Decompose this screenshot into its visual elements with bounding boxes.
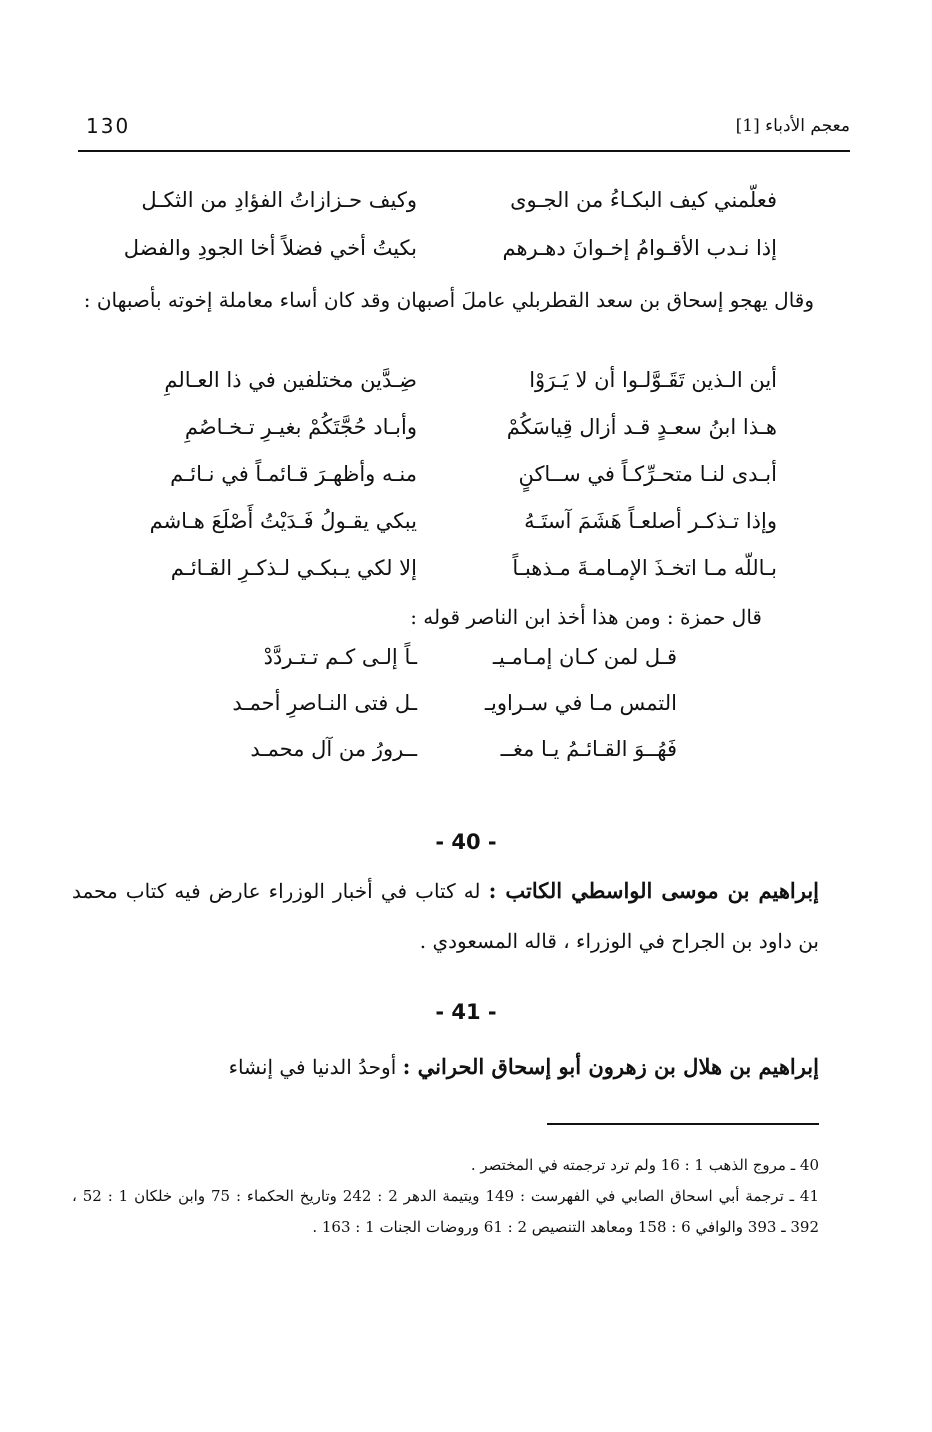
- verse-hemistich-right: بـاللّه مـا اتخـذَ الإمـامـةَ مـذهبـاً: [512, 556, 777, 580]
- verse-hemistich-right: فعلّمني كيف البكـاءُ من الجـوى: [510, 188, 777, 212]
- entry-paragraph: [72, 1042, 819, 1092]
- verse-hemistich-left: ـاً إلـى كـم تـتـردَّدْ: [263, 645, 417, 669]
- verse-line: [0, 691, 932, 731]
- footnote-41: 41 ـ ترجمة أبي اسحاق الصابي في الفهرست : 149 ويتيمة الدهر 2 : 242 وتاريخ الحكماء : 75 وابن خلكان 1 : 52 ، 392 ـ 393 والوافي 6 : 158 ومعاهد التنصيص 2 : 61 وروضات الجنات 1 : 163 .: [72, 1187, 820, 1236]
- verse-hemistich-left: بكيتُ أخي فضلاً أخا الجودِ والفضل: [123, 236, 417, 260]
- entry-number: - 41 -: [435, 1000, 497, 1024]
- header-rule: [78, 150, 850, 152]
- verse-hemistich-right: التمس مـا في سـراويـ: [484, 691, 677, 715]
- entry-text: له كتاب في أخبار الوزراء عارض فيه كتاب محمد بن داود بن الجراح في الوزراء ، قاله المسعودي .: [72, 879, 819, 953]
- verse-hemistich-left: يبكي يقـولُ فَـدَيْتُ أَصْلَعَ هـاشم: [149, 509, 417, 533]
- verse-hemistich-right: أبـدى لنـا متحـرِّكـاً في ســاكنٍ: [518, 462, 777, 486]
- verse-hemistich-left: ضِـدَّين مختلفين في ذا العـالمِ: [164, 368, 417, 392]
- verse-line: [0, 509, 932, 549]
- verse-hemistich-left: إلا لكي يـبكـي لـذكـرِ القـائـم: [170, 556, 417, 580]
- verse-line: [0, 368, 932, 408]
- verse-hemistich-right: فَهُــوَ القـائـمُ يـا مغــ: [500, 737, 677, 761]
- verse-line: [0, 462, 932, 502]
- entry-paragraph: [72, 866, 819, 966]
- verse-line: [0, 188, 932, 228]
- footnote-40: 40 ـ مروج الذهب 1 : 16 ولم ترد ترجمته في المختصر .: [470, 1156, 819, 1174]
- verse-line: [0, 415, 932, 455]
- verse-hemistich-right: هـذا ابنُ سعـدٍ قـد أزال قِياسَكُمْ: [506, 415, 777, 439]
- entry-name: إبراهيم بن هلال بن زهرون أبو إسحاق الحراني :: [402, 1054, 819, 1079]
- entry-number: - 40 -: [435, 830, 497, 854]
- verse-line: [0, 556, 932, 596]
- verse-hemistich-left: ـل فتى النـاصرِ أحمـد: [232, 691, 417, 715]
- entry-name: إبراهيم بن موسى الواسطي الكاتب :: [488, 878, 819, 903]
- page-header: [78, 112, 850, 152]
- verse-hemistich-right: إذا نـدب الأقـوامُ إخـوانَ دهـرهم: [502, 236, 777, 260]
- verse-hemistich-right: قـل لمن كـان إمـامـيـ: [492, 645, 677, 669]
- verse-line: [0, 236, 932, 276]
- prose-paragraph-1: وقال يهجو إسحاق بن سعد القطربلي عاملَ أصبهان وقد كان أساء معاملة إخوته بأصبهان :: [83, 288, 814, 312]
- page-number: 130: [86, 114, 131, 138]
- verse-line: [0, 645, 932, 685]
- footnotes: [72, 1150, 819, 1243]
- running-title: معجم الأدباء [1]: [735, 116, 850, 136]
- verse-hemistich-left: وأبـاد حُجَّتَكُمْ بغيـرِ تـخـاصُمِ: [184, 415, 417, 439]
- prose-paragraph-2: قال حمزة : ومن هذا أخذ ابن الناصر قوله :: [410, 605, 762, 629]
- verse-hemistich-left: وكيف حـزازاتُ الفؤادِ من الثكـل: [141, 188, 417, 212]
- verse-hemistich-left: ــرورُ من آل محمـد: [250, 737, 417, 761]
- verse-hemistich-right: وإذا تـذكـر أصلعـاً هَشَمَ آستَـهُ: [524, 509, 777, 533]
- footnote-rule: [547, 1123, 819, 1125]
- entry-text: أوحدُ الدنيا في إنشاء: [228, 1055, 397, 1079]
- verse-line: [0, 737, 932, 777]
- verse-hemistich-left: منـه وأظهـرَ قـائمـاً في نـائـم: [170, 462, 417, 486]
- verse-hemistich-right: أين الـذين تَقَـوَّلـوا أن لا يَـرَوْا: [529, 368, 777, 392]
